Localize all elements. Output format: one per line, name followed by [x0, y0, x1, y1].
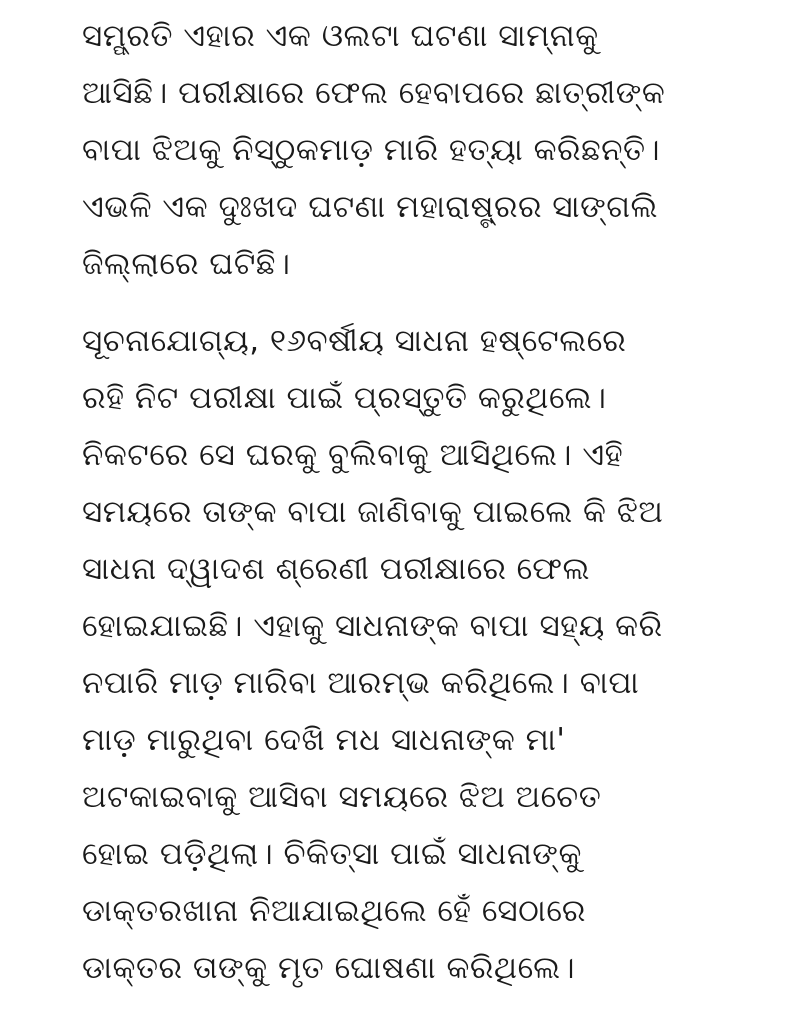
text-line: ହୋଇ ପଡ଼ିଥିଲା। ଚିକିତ୍ସା ପାଇଁ ସାଧନାଙ୍କୁ: [82, 836, 582, 872]
paragraph-2: [82, 313, 663, 997]
text-line: ସମୟରେ ତାଙ୍କ ବାପା ଜାଣିବାକୁ ପାଇଲେ କି ଝିଅ: [82, 494, 664, 530]
text-line: ଡାକ୍ତର ତାଙ୍କୁ ମୃତ ଘୋଷଣା କରିଥିଲେ।: [82, 950, 576, 986]
text-line: ସମ୍ପ୍ରତି ଏହାର ଏକ ଓଲଟା ଘଟଣା ସାମ୍ନାକୁ: [82, 18, 599, 54]
text-line: ହୋଇଯାଇଛି। ଏହାକୁ ସାଧନାଙ୍କ ବାପା ସହ୍ୟ କରି: [82, 608, 663, 644]
text-line: ସୂଚନାଯୋଗ୍ୟ, ୧୬ବର୍ଷୀୟ ସାଧନା ହଷ୍ଟେଲରେ: [82, 323, 627, 359]
text-line: ମାଡ଼ ମାରୁଥିବା ଦେଖି ମଧ ସାଧନାଙ୍କ ମା': [82, 722, 566, 758]
text-line: ଜିଲ୍ଲାରେ ଘଟିଛି।: [82, 246, 291, 282]
text-line: ଡାକ୍ତରଖାନା ନିଆଯାଇଥିଲେ ହେଁ ସେଠାରେ: [82, 893, 586, 929]
text-line: ନିକଟରେ ସେ ଘରକୁ ବୁଲିବାକୁ ଆସିଥିଲେ। ଏହି: [82, 437, 624, 473]
text-line: ରହି ନିଟ ପରୀକ୍ଷା ପାଇଁ ପ୍ରସ୍ତୁତି କରୁଥିଲେ।: [82, 380, 607, 416]
text-line: ବାପା ଝିଅକୁ ନିସ୍ଠୁକମାଡ଼ ମାରି ହତ୍ୟା କରିଛନ୍ତି।: [82, 132, 661, 168]
text-line: ସାଧନା ଦ୍ୱାଦଶ ଶ୍ରେଣୀ ପରୀକ୍ଷାରେ ଫେଲ: [82, 551, 590, 587]
text-line: ଏଭଳି ଏକ ଦୁଃଖଦ ଘଟଣା ମହାରାଷ୍ଟ୍ରର ସାଙ୍ଗଲି: [82, 189, 659, 225]
text-line: ଅଟକାଇବାକୁ ଆସିବା ସମୟରେ ଝିଅ ଅଚେତ: [82, 779, 602, 815]
text-line: ନପାରି ମାଡ଼ ମାରିବା ଆରମ୍ଭ କରିଥିଲେ। ବାପା: [82, 665, 640, 701]
text-line: ଆସିଛି। ପରୀକ୍ଷାରେ ଫେଲ ହେବାପରେ ଛାତ୍ରୀଙ୍କ: [82, 75, 666, 111]
paragraph-1: [82, 8, 665, 293]
